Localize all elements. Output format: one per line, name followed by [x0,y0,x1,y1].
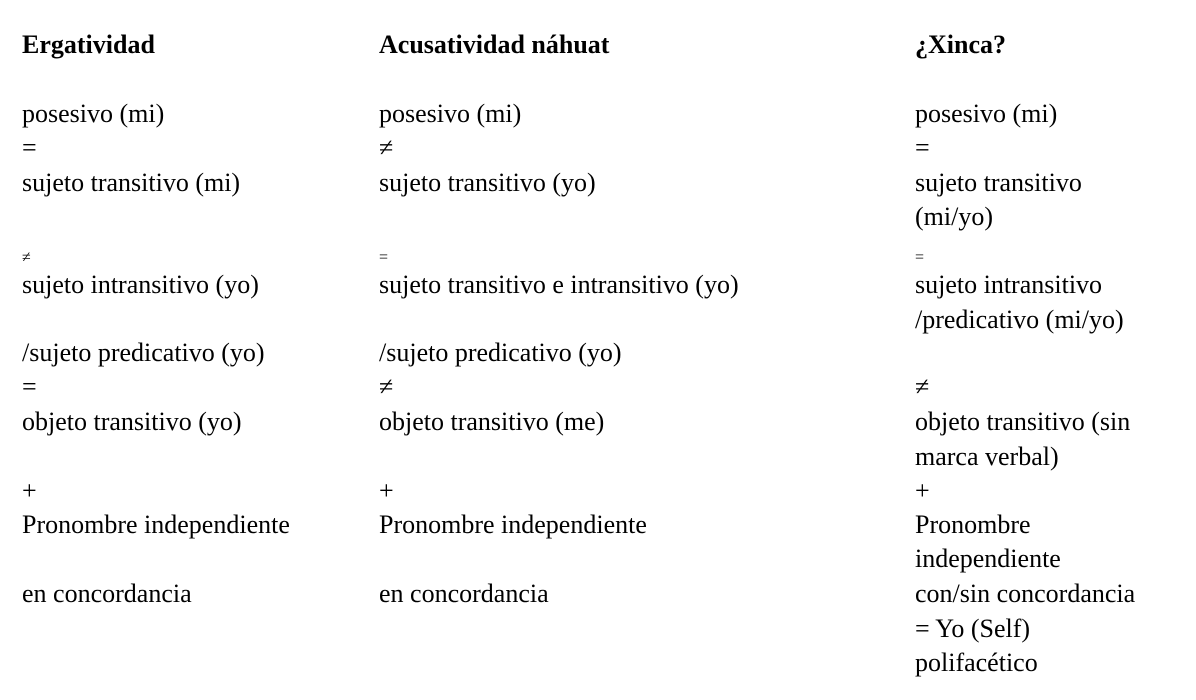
text-line: = Yo (Self) [915,614,1031,643]
column-heading: Ergatividad [22,30,155,59]
relation-symbol: + [22,476,37,505]
text-line: marca verbal) [915,442,1059,471]
relation-symbol: + [379,476,394,505]
relation-symbol: = [379,249,389,266]
text-line: sujeto transitivo (yo) [379,168,596,197]
text-line: sujeto intransitivo [915,270,1103,299]
text-line: /sujeto predicativo (yo) [379,338,622,367]
relation-symbol: + [915,476,930,505]
text-line: objeto transitivo (yo) [22,407,242,436]
text-line: Pronombre independiente [22,510,290,539]
column-ergatividad [22,0,362,700]
column-heading: Acusatividad náhuat [379,30,610,59]
column-xinca [915,0,1190,700]
relation-symbol: ≠ [22,249,31,266]
relation-symbol: = [915,249,925,266]
column-heading: ¿Xinca? [915,30,1006,59]
text-line: independiente [915,544,1061,573]
text-line: Pronombre independiente [379,510,647,539]
text-line: sujeto transitivo e intransitivo (yo) [379,270,739,299]
text-line: Pronombre [915,510,1031,539]
text-line: sujeto transitivo [915,168,1082,197]
text-line: (mi/yo) [915,202,993,231]
relation-symbol: ≠ [379,133,394,162]
text-line: posesivo (mi) [22,99,165,128]
text-line: en concordancia [22,579,192,608]
text-line: objeto transitivo (sin [915,407,1131,436]
relation-symbol: ≠ [379,372,394,401]
column-acusatividad-nahuat [379,0,899,700]
text-line: sujeto intransitivo (yo) [22,270,259,299]
text-line: sujeto transitivo (mi) [22,168,241,197]
text-line: /predicativo (mi/yo) [915,305,1124,334]
relation-symbol: = [22,372,37,401]
text-line: objeto transitivo (me) [379,407,605,436]
text-line: posesivo (mi) [379,99,522,128]
relation-symbol: ≠ [915,372,930,401]
text-line: posesivo (mi) [915,99,1058,128]
relation-symbol: = [22,133,37,162]
text-line: polifacético [915,648,1038,677]
text-line: con/sin concordancia [915,579,1136,608]
relation-symbol: = [915,133,930,162]
text-line: en concordancia [379,579,549,608]
text-line: /sujeto predicativo (yo) [22,338,265,367]
